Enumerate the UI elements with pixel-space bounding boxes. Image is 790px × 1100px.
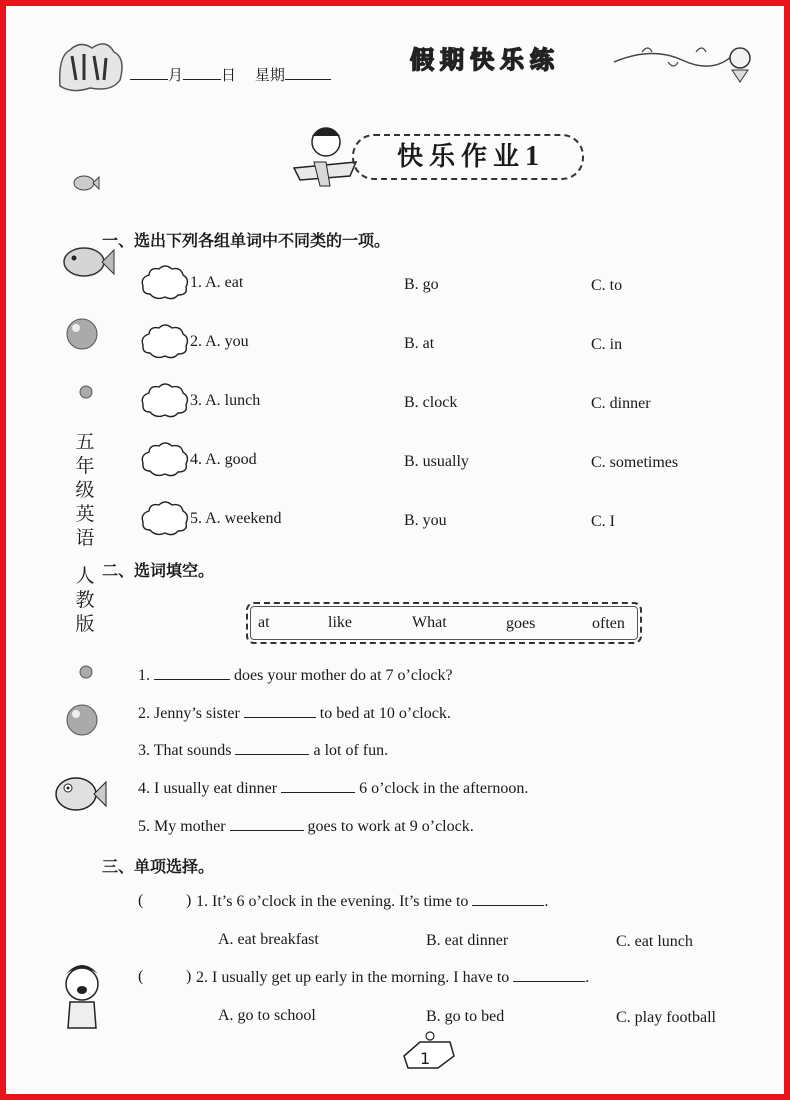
girl-on-plane-icon — [290, 122, 360, 192]
s1-q2-option-b: B. at — [404, 335, 435, 352]
homework-title — [352, 134, 584, 180]
blank-line[interactable] — [230, 830, 304, 831]
blank-line[interactable] — [244, 717, 316, 718]
s1-q5-option-c: C. I — [591, 513, 615, 530]
header-banner — [410, 40, 620, 80]
s1-q3-option-a: 3. A. lunch — [190, 392, 261, 409]
cartoon-fish-icon — [48, 768, 108, 818]
s1-q2-option-c: C. in — [591, 336, 623, 353]
s1-q4-option-b: B. usually — [404, 453, 469, 470]
s2-question-2: 2. Jenny’s sister to bed at 10 o’clock. — [138, 705, 451, 722]
s3-q1-option-b: B. eat dinner — [426, 932, 509, 949]
s1-q1-option-b: B. go — [404, 276, 439, 293]
s2-question-1: 1. does your mother do at 7 o’clock? — [138, 667, 453, 684]
answer-paren-close[interactable]: ) — [186, 968, 192, 985]
answer-cloud-icon[interactable] — [140, 382, 190, 420]
small-bubble-icon — [78, 664, 94, 680]
title-text: 快乐作业 — [396, 142, 525, 172]
small-fish-icon — [72, 172, 100, 194]
word-bank-item: at — [258, 614, 270, 631]
word-bank-item: often — [592, 615, 625, 632]
section1-heading: 一、选出下列各组单词中不同类的一项。 — [102, 231, 391, 250]
side-label-edition: 人 教 版 — [75, 565, 95, 635]
s1-q4-option-a: 4. A. good — [190, 451, 257, 468]
small-bubble-icon — [78, 384, 94, 400]
s3-q1-option-c: C. eat lunch — [616, 933, 693, 950]
s1-q5-option-a: 5. A. weekend — [190, 510, 282, 527]
s1-q5-option-b: B. you — [404, 512, 447, 529]
answer-paren-open[interactable]: ( — [138, 892, 144, 909]
answer-cloud-icon[interactable] — [140, 264, 190, 302]
blank-line[interactable] — [235, 754, 309, 755]
day-label: 日 — [221, 66, 237, 84]
answer-paren-close[interactable]: ) — [186, 892, 192, 909]
decorative-logo — [50, 36, 130, 94]
month-label: 月 — [168, 66, 184, 84]
banner-text: 假期快乐练 — [410, 46, 560, 74]
blank-line[interactable] — [472, 905, 544, 906]
answer-cloud-icon[interactable] — [140, 441, 190, 479]
s1-q3-option-c: C. dinner — [591, 395, 651, 412]
section2-heading: 二、选词填空。 — [102, 561, 215, 580]
date-fields — [130, 64, 331, 85]
bubble-icon — [64, 702, 100, 738]
s3-q2-option-a: A. go to school — [218, 1007, 316, 1024]
blank-line[interactable] — [154, 679, 230, 680]
s1-q1-option-a: 1. A. eat — [190, 274, 244, 291]
word-bank-item: What — [412, 614, 447, 631]
section3-heading: 三、单项选择。 — [102, 857, 215, 876]
word-bank-box — [246, 602, 642, 644]
answer-paren-open[interactable]: ( — [138, 968, 144, 985]
s3-q1-option-a: A. eat breakfast — [218, 931, 319, 948]
answer-cloud-icon[interactable] — [140, 323, 190, 361]
blank-line[interactable] — [513, 981, 585, 982]
title-number: 1 — [525, 141, 539, 172]
s2-question-4: 4. I usually eat dinner 6 o’clock in the afternoon. — [138, 780, 529, 797]
page-number: 1 — [420, 1049, 431, 1068]
answer-cloud-icon[interactable] — [140, 500, 190, 538]
s1-q2-option-a: 2. A. you — [190, 333, 249, 350]
side-label-grade: 五 年 级 英 语 — [75, 431, 95, 549]
s2-question-5: 5. My mother goes to work at 9 o’clock. — [138, 818, 474, 835]
word-bank-item: goes — [506, 615, 536, 632]
word-bank-item: like — [328, 614, 352, 631]
s1-q3-option-b: B. clock — [404, 394, 458, 411]
s1-q1-option-c: C. to — [591, 277, 623, 294]
s3-q2-option-c: C. play football — [616, 1009, 716, 1026]
s3-question-1: 1. It’s 6 o’clock in the evening. It’s time to . — [196, 893, 549, 910]
s3-question-2: 2. I usually get up early in the morning. I have to . — [196, 969, 590, 986]
weekday-label: 星期 — [254, 66, 285, 84]
s1-q4-option-c: C. sometimes — [591, 454, 679, 471]
blank-line[interactable] — [281, 792, 355, 793]
cartoon-dog-icon — [54, 962, 110, 1036]
bubble-icon — [64, 316, 100, 352]
s3-q2-option-b: B. go to bed — [426, 1008, 505, 1025]
vine-decoration-icon — [612, 36, 762, 86]
s2-question-3: 3. That sounds a lot of fun. — [138, 742, 389, 759]
